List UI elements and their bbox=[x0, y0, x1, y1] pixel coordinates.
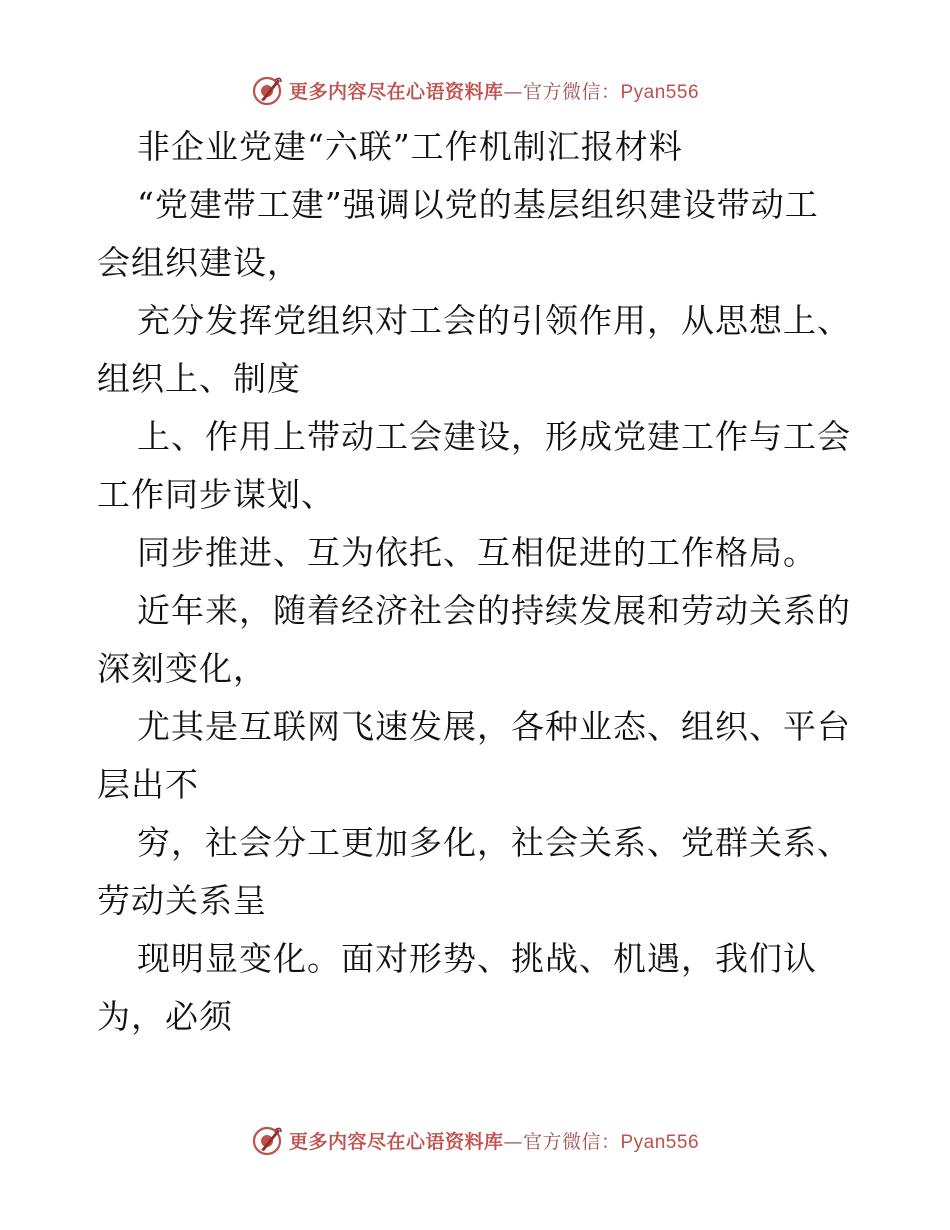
paragraph-line: 同步推进、互为依托、互相促进的工作格局。 bbox=[137, 533, 817, 572]
watermark-text bbox=[289, 77, 699, 104]
watermark-wechat-id: Pyan556 bbox=[620, 81, 700, 103]
watermark-brand: 更多内容尽在心语资料库 bbox=[288, 80, 504, 103]
watermark-text bbox=[289, 1127, 699, 1154]
watermark-wechat-id: Pyan556 bbox=[620, 1131, 700, 1153]
paragraph-line: 工作同步谋划、 bbox=[97, 475, 335, 514]
paragraph-line: 为，必须 bbox=[97, 997, 233, 1036]
footer-watermark bbox=[0, 1120, 950, 1160]
paragraph-line: 充分发挥党组织对工会的引领作用，从思想上、 bbox=[137, 301, 851, 340]
paragraph-line: 层出不 bbox=[97, 765, 199, 804]
watermark-official-label: —官方微信： bbox=[503, 80, 621, 103]
paragraph-line: 近年来，随着经济社会的持续发展和劳动关系的 bbox=[137, 591, 851, 630]
paragraph-line: 组织上、制度 bbox=[97, 359, 301, 398]
paragraph-line: 会组织建设， bbox=[97, 243, 301, 282]
paragraph-line: 尤其是互联网飞速发展，各种业态、组织、平台 bbox=[137, 707, 851, 746]
quill-logo-icon bbox=[251, 74, 283, 106]
paragraph-line: 深刻变化， bbox=[97, 649, 267, 688]
document-body bbox=[97, 118, 857, 1046]
watermark-brand: 更多内容尽在心语资料库 bbox=[288, 1130, 504, 1153]
document-title: 非企业党建“六联”工作机制汇报材料 bbox=[137, 127, 683, 166]
quill-logo-icon bbox=[251, 1124, 283, 1156]
header-watermark bbox=[0, 70, 950, 110]
paragraph-line: 上、作用上带动工会建设，形成党建工作与工会 bbox=[137, 417, 851, 456]
paragraph-line: 现明显变化。面对形势、挑战、机遇，我们认 bbox=[137, 939, 817, 978]
paragraph-line: 劳动关系呈 bbox=[97, 881, 267, 920]
paragraph-line: 穷，社会分工更加多化，社会关系、党群关系、 bbox=[137, 823, 851, 862]
watermark-official-label: —官方微信： bbox=[503, 1130, 621, 1153]
paragraph-line: “党建带工建”强调以党的基层组织建设带动工 bbox=[137, 185, 819, 224]
